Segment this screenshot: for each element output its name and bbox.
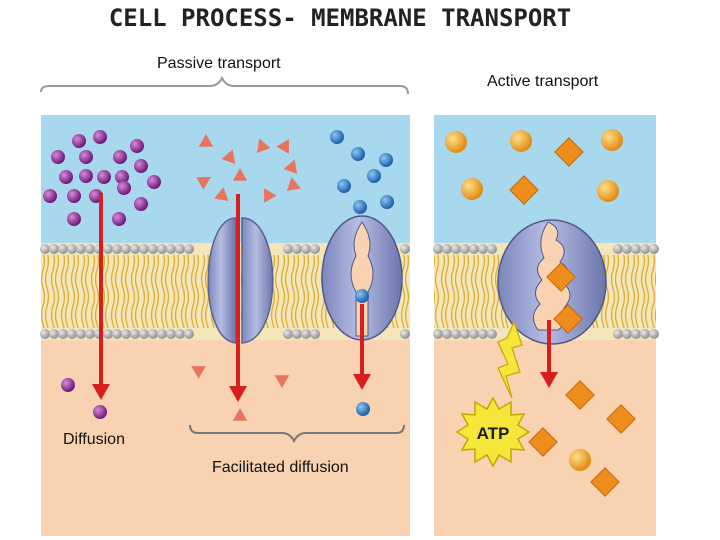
- solute-molecule: [337, 179, 351, 193]
- phospholipid-head: [613, 244, 623, 254]
- solute-molecule: [67, 189, 81, 203]
- phospholipid-head: [301, 329, 311, 339]
- phospholipid-head: [139, 329, 149, 339]
- phospholipid-head: [166, 329, 176, 339]
- phospholipid-head: [49, 244, 59, 254]
- phospholipid-head: [460, 329, 470, 339]
- solute-molecule: [351, 147, 365, 161]
- solute-molecule: [117, 181, 131, 195]
- solute-molecule: [79, 150, 93, 164]
- phospholipid-head: [400, 329, 410, 339]
- phospholipid-head: [469, 244, 479, 254]
- phospholipid-head: [157, 244, 167, 254]
- phospholipid-head: [310, 244, 320, 254]
- phospholipid-head: [184, 329, 194, 339]
- phospholipid-head: [433, 329, 443, 339]
- phospholipid-head: [175, 329, 185, 339]
- phospholipid-head: [649, 244, 659, 254]
- phospholipid-head: [112, 329, 122, 339]
- solute-molecule: [147, 175, 161, 189]
- solute-molecule: [43, 189, 57, 203]
- solute-molecule: [130, 139, 144, 153]
- phospholipid-head: [649, 329, 659, 339]
- phospholipid-head: [157, 329, 167, 339]
- solute-molecule: [461, 178, 483, 200]
- solute-molecule: [597, 180, 619, 202]
- solute-molecule: [72, 134, 86, 148]
- phospholipid-head: [184, 244, 194, 254]
- phospholipid-head: [40, 244, 50, 254]
- solute-molecule: [79, 169, 93, 183]
- phospholipid-head: [112, 244, 122, 254]
- phospholipid-head: [631, 329, 641, 339]
- solute-molecule: [355, 289, 369, 303]
- phospholipid-head: [478, 244, 488, 254]
- phospholipid-head: [76, 329, 86, 339]
- page-title: CELL PROCESS- MEMBRANE TRANSPORT: [108, 4, 572, 32]
- phospholipid-head: [67, 329, 77, 339]
- phospholipid-head: [283, 244, 293, 254]
- phospholipid-head: [58, 329, 68, 339]
- phospholipid-head: [292, 329, 302, 339]
- phospholipid-head: [67, 244, 77, 254]
- phospholipid-head: [40, 329, 50, 339]
- phospholipid-head: [292, 244, 302, 254]
- solute-molecule: [353, 200, 367, 214]
- solute-molecule: [330, 130, 344, 144]
- phospholipid-head: [85, 244, 95, 254]
- phospholipid-head: [130, 329, 140, 339]
- phospholipid-head: [85, 329, 95, 339]
- phospholipid-head: [58, 244, 68, 254]
- solute-molecule: [134, 159, 148, 173]
- phospholipid-head: [613, 329, 623, 339]
- solute-molecule: [93, 405, 107, 419]
- solute-molecule: [61, 378, 75, 392]
- phospholipid-head: [49, 329, 59, 339]
- phospholipid-head: [139, 244, 149, 254]
- phospholipid-head: [487, 329, 497, 339]
- phospholipid-head: [121, 329, 131, 339]
- solute-molecule: [93, 130, 107, 144]
- solute-molecule: [113, 150, 127, 164]
- solute-molecule: [510, 130, 532, 152]
- solute-molecule: [59, 170, 73, 184]
- solute-molecule: [51, 150, 65, 164]
- phospholipid-head: [631, 244, 641, 254]
- solute-molecule: [367, 169, 381, 183]
- diffusion-label: Diffusion: [63, 431, 125, 448]
- phospholipid-head: [478, 329, 488, 339]
- phospholipid-head: [622, 329, 632, 339]
- phospholipid-head: [640, 329, 650, 339]
- phospholipid-head: [451, 329, 461, 339]
- phospholipid-head: [460, 244, 470, 254]
- phospholipid-head: [310, 329, 320, 339]
- phospholipid-head: [640, 244, 650, 254]
- phospholipid-head: [148, 244, 158, 254]
- passive-transport-brace: [41, 78, 408, 94]
- phospholipid-head: [622, 244, 632, 254]
- solute-molecule: [380, 195, 394, 209]
- solute-molecule: [569, 449, 591, 471]
- phospholipid-head: [487, 244, 497, 254]
- phospholipid-head: [442, 329, 452, 339]
- solute-molecule: [601, 129, 623, 151]
- phospholipid-head: [121, 244, 131, 254]
- solute-molecule: [356, 402, 370, 416]
- phospholipid-head: [442, 244, 452, 254]
- atp-label: ATP: [476, 424, 510, 443]
- phospholipid-head: [400, 244, 410, 254]
- solute-molecule: [379, 153, 393, 167]
- solute-molecule: [445, 131, 467, 153]
- solute-molecule: [97, 170, 111, 184]
- phospholipid-head: [103, 329, 113, 339]
- phospholipid-head: [469, 329, 479, 339]
- phospholipid-head: [451, 244, 461, 254]
- solute-molecule: [112, 212, 126, 226]
- phospholipid-head: [130, 244, 140, 254]
- phospholipid-head: [76, 244, 86, 254]
- active-transport-label: Active transport: [487, 73, 599, 90]
- phospholipid-head: [103, 244, 113, 254]
- facilitated-diffusion-label: Facilitated diffusion: [212, 459, 349, 476]
- solute-molecule: [67, 212, 81, 226]
- phospholipid-head: [433, 244, 443, 254]
- solute-molecule: [134, 197, 148, 211]
- phospholipid-head: [301, 244, 311, 254]
- phospholipid-head: [175, 244, 185, 254]
- phospholipid-head: [166, 244, 176, 254]
- phospholipid-head: [148, 329, 158, 339]
- passive-transport-label: Passive transport: [157, 55, 281, 72]
- phospholipid-head: [283, 329, 293, 339]
